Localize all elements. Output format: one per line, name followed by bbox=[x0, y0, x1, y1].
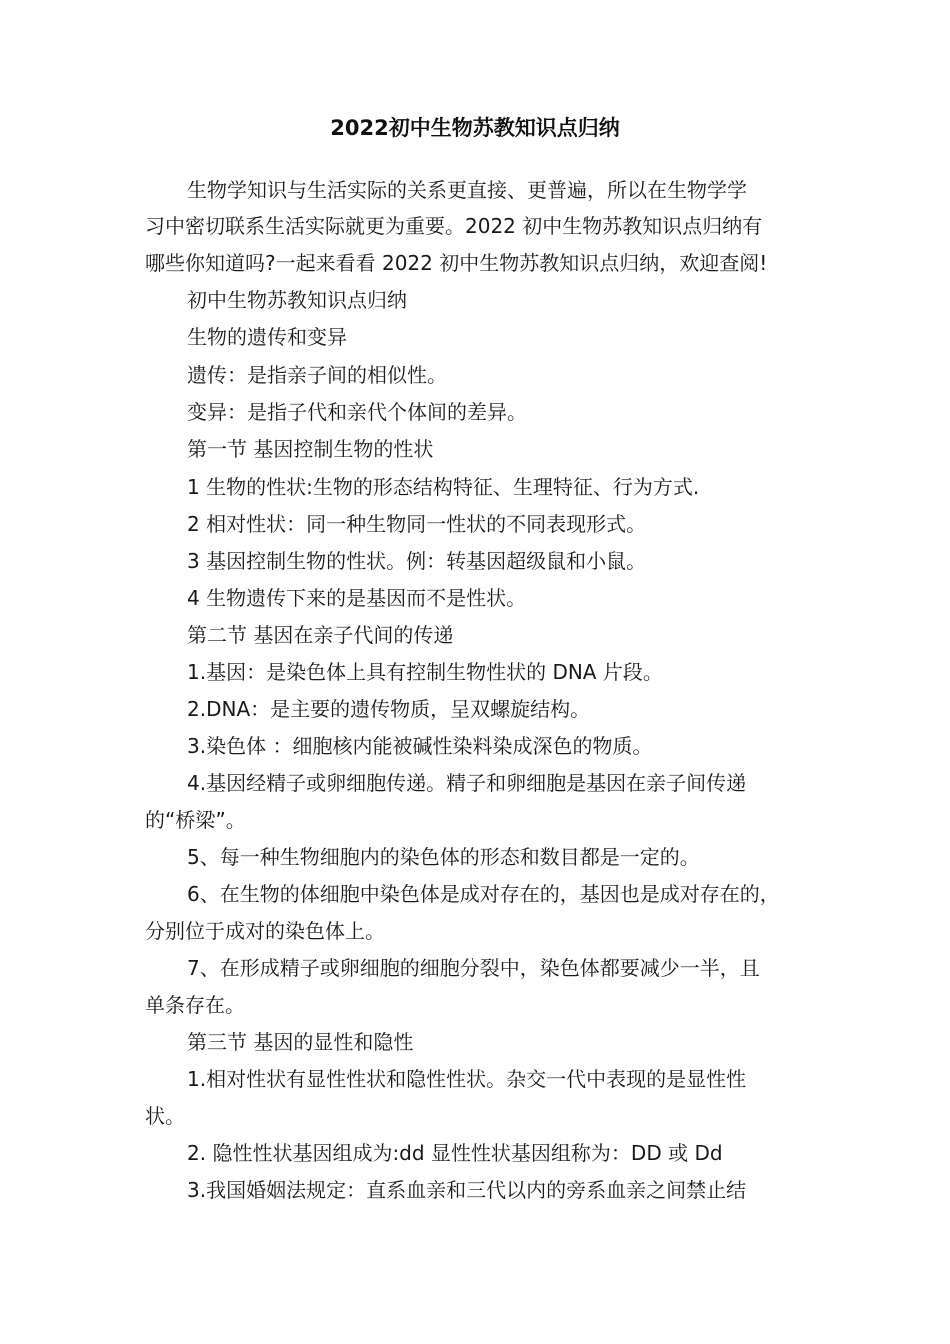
list-item: 3.我国婚姻法规定：直系血亲和三代以内的旁系血亲之间禁止结 bbox=[187, 1178, 747, 1202]
list-item: 1.基因：是染色体上具有控制生物性状的 DNA 片段。 bbox=[187, 660, 663, 684]
list-item-continuation: 的“桥梁”。 bbox=[145, 808, 246, 832]
document-title: 2022初中生物苏教知识点归纳 bbox=[330, 116, 620, 140]
list-item: 1 生物的性状:生物的形态结构特征、生理特征、行为方式. bbox=[187, 475, 700, 499]
paragraph-line: 生物学知识与生活实际的关系更直接、更普遍，所以在生物学学 bbox=[187, 178, 747, 202]
list-item: 2 相对性状：同一种生物同一性状的不同表现形式。 bbox=[187, 512, 647, 536]
list-item-continuation: 分别位于成对的染色体上。 bbox=[145, 919, 385, 943]
list-item: 4 生物遗传下来的是基因而不是性状。 bbox=[187, 586, 527, 610]
list-item: 5、每一种生物细胞内的染色体的形态和数目都是一定的。 bbox=[187, 845, 700, 869]
section-heading: 生物的遗传和变异 bbox=[187, 325, 347, 349]
paragraph-line: 哪些你知道吗?一起来看看 2022 初中生物苏教知识点归纳，欢迎查阅! bbox=[145, 251, 768, 275]
list-item: 3 基因控制生物的性状。例：转基因超级鼠和小鼠。 bbox=[187, 549, 647, 573]
section-heading: 第一节 基因控制生物的性状 bbox=[187, 437, 434, 461]
paragraph-line: 变异：是指子代和亲代个体间的差异。 bbox=[187, 400, 527, 424]
list-item: 3.染色体 ：细胞核内能被碱性染料染成深色的物质。 bbox=[187, 734, 653, 758]
section-heading: 第三节 基因的显性和隐性 bbox=[187, 1030, 414, 1054]
list-item: 6、在生物的体细胞中染色体是成对存在的，基因也是成对存在的， bbox=[187, 882, 780, 906]
list-item: 2. 隐性性状基因组成为:dd 显性性状基因组称为：DD 或 Dd bbox=[187, 1141, 723, 1165]
list-item: 7、在形成精子或卵细胞的细胞分裂中，染色体都要减少一半，且 bbox=[187, 956, 760, 980]
list-item: 4.基因经精子或卵细胞传递。精子和卵细胞是基因在亲子间传递 bbox=[187, 771, 747, 795]
list-item: 2.DNA：是主要的遗传物质，呈双螺旋结构。 bbox=[187, 697, 591, 721]
section-heading: 初中生物苏教知识点归纳 bbox=[187, 288, 407, 312]
list-item: 1.相对性状有显性性状和隐性性状。杂交一代中表现的是显性性 bbox=[187, 1067, 747, 1091]
paragraph-line: 习中密切联系生活实际就更为重要。2022 初中生物苏教知识点归纳有 bbox=[145, 214, 763, 238]
list-item-continuation: 状。 bbox=[145, 1104, 185, 1128]
list-item-continuation: 单条存在。 bbox=[145, 993, 245, 1017]
paragraph-line: 遗传：是指亲子间的相似性。 bbox=[187, 363, 447, 387]
section-heading: 第二节 基因在亲子代间的传递 bbox=[187, 623, 454, 647]
